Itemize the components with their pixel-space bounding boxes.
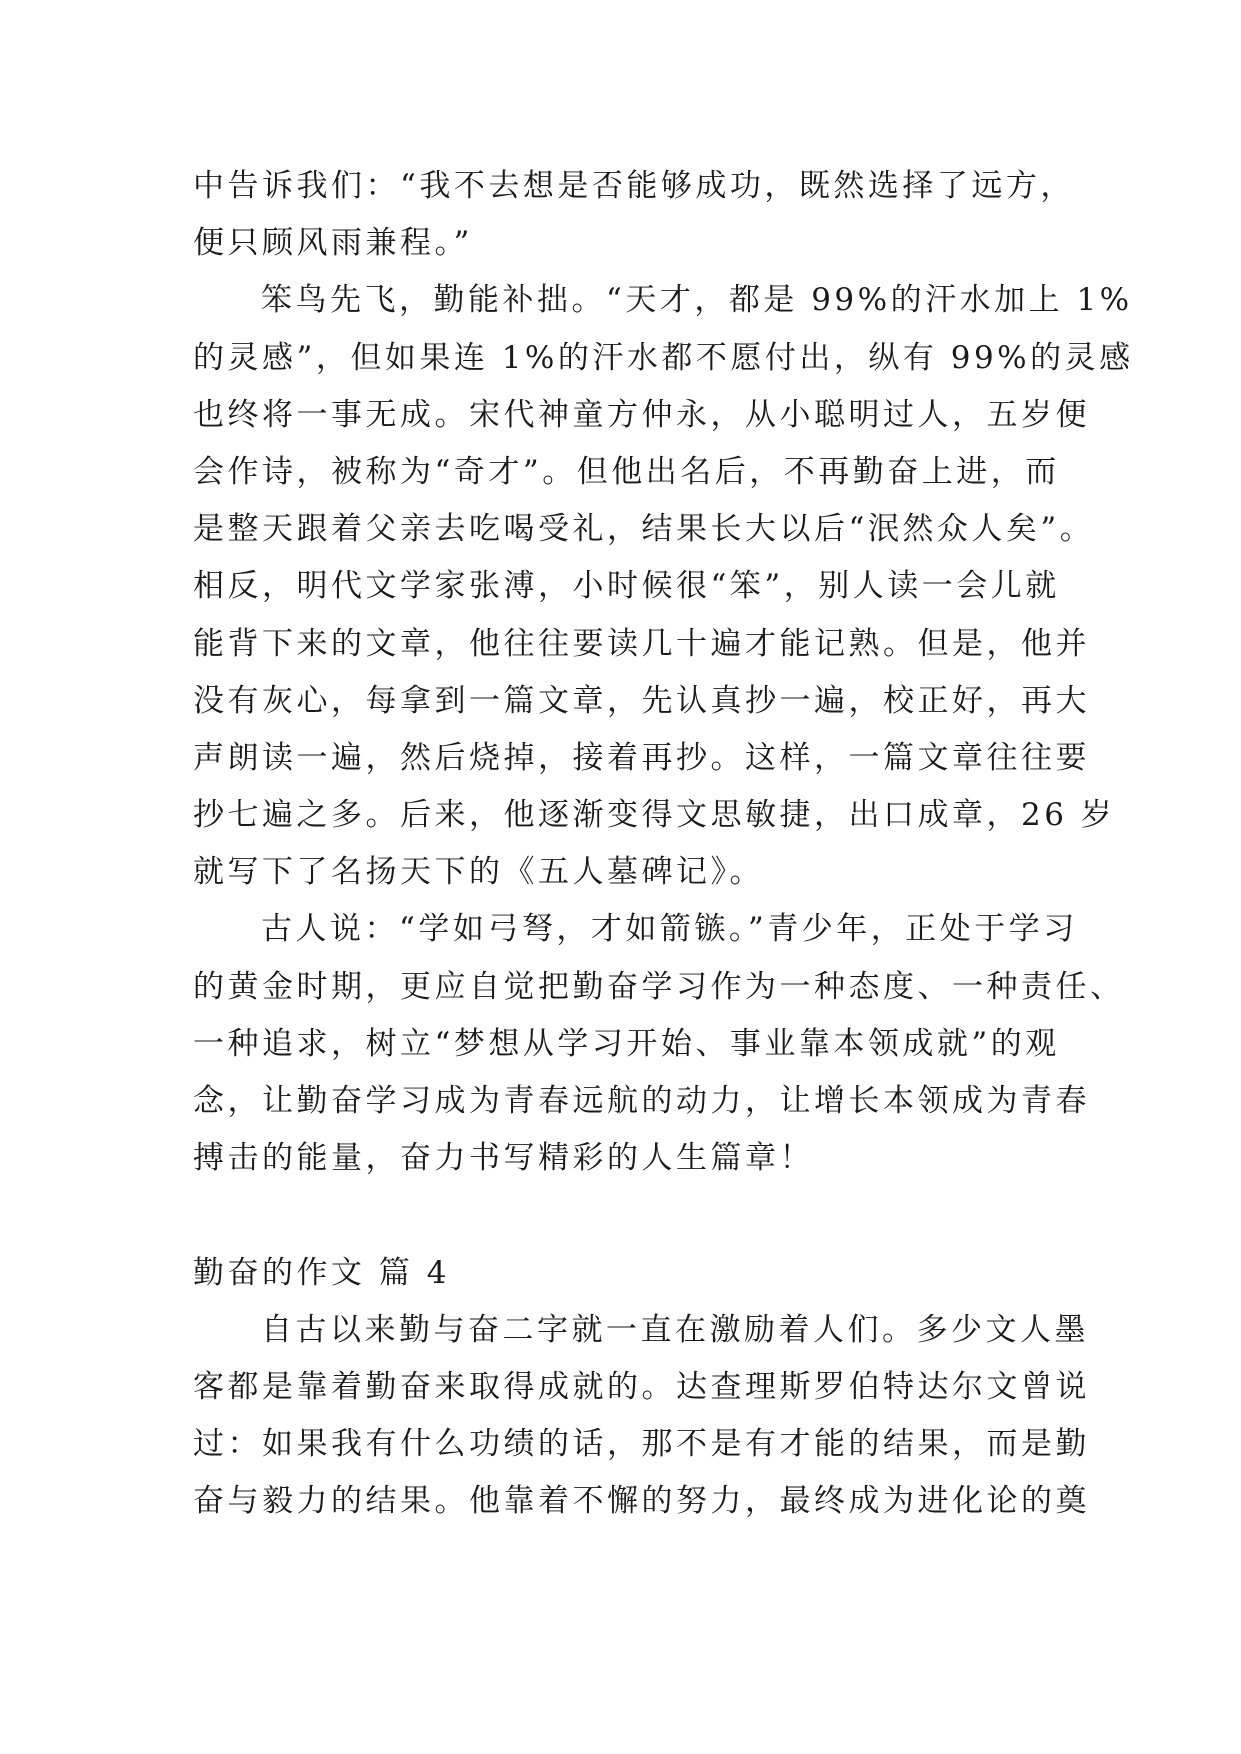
- text-line: 没有灰心，每拿到一篇文章，先认真抄一遍，校正好，再大: [193, 682, 1090, 719]
- text-line: 抄七遍之多。后来，他逐渐变得文思敏捷，出口成章，26 岁: [193, 797, 1116, 834]
- text-line: 过：如果我有什么功绩的话，那不是有才能的结果，而是勤: [193, 1426, 1090, 1463]
- text-line: 声朗读一遍，然后烧掉，接着再抄。这样，一篇文章往往要: [193, 739, 1090, 776]
- text-line: 客都是靠着勤奋来取得成就的。达查理斯罗伯特达尔文曾说: [193, 1368, 1090, 1405]
- text-line: 中告诉我们：“我不去想是否能够成功，既然选择了远方，: [193, 168, 1075, 204]
- paragraph-start-line: 笨鸟先飞，勤能补拙。“天才，都是 99%的汗水加上 1%: [261, 282, 1133, 319]
- text-line: 便只顾风雨兼程。”: [193, 225, 473, 262]
- text-line: 是整天跟着父亲去吃喝受礼，结果长大以后“泯然众人矣”。: [193, 511, 1095, 548]
- text-line: 会作诗，被称为“奇才”。但他出名后，不再勤奋上进，而: [193, 453, 1060, 490]
- document-body: [193, 158, 1134, 1531]
- text-line: 就写下了名扬天下的《五人墓碑记》。: [193, 854, 764, 891]
- text-line: 奋与毅力的结果。他靠着不懈的努力，最终成为进化论的奠: [193, 1483, 1090, 1520]
- text-line: 的灵感”，但如果连 1%的汗水都不愿付出，纵有 99%的灵感: [193, 339, 1134, 376]
- text-line: 也终将一事无成。宋代神童方仲永，从小聪明过人，五岁便: [193, 396, 1090, 433]
- section-spacer: [193, 1187, 1073, 1244]
- text-line: 的黄金时期，更应自觉把勤奋学习作为一种态度、一种责任、: [193, 968, 1125, 1005]
- text-line: 一种追求，树立“梦想从学习开始、事业靠本领成就”的观: [193, 1025, 1060, 1062]
- paragraph-start-line: 古人说：“学如弓弩，才如箭镞。”青少年，正处于学习: [261, 911, 1078, 948]
- section-heading: 勤奋的作文 篇 4: [193, 1254, 450, 1291]
- text-line: 念，让勤奋学习成为青春远航的动力，让增长本领成为青春: [193, 1083, 1090, 1119]
- text-line: 搏击的能量，奋力书写精彩的人生篇章！: [193, 1140, 814, 1177]
- text-line: 相反，明代文学家张溥，小时候很“笨”，别人读一会儿就: [193, 568, 1060, 605]
- text-line: 能背下来的文章，他往往要读几十遍才能记熟。但是，他并: [193, 625, 1090, 662]
- paragraph-start-line: 自古以来勤与奋二字就一直在激励着人们。多少文人墨: [261, 1311, 1089, 1348]
